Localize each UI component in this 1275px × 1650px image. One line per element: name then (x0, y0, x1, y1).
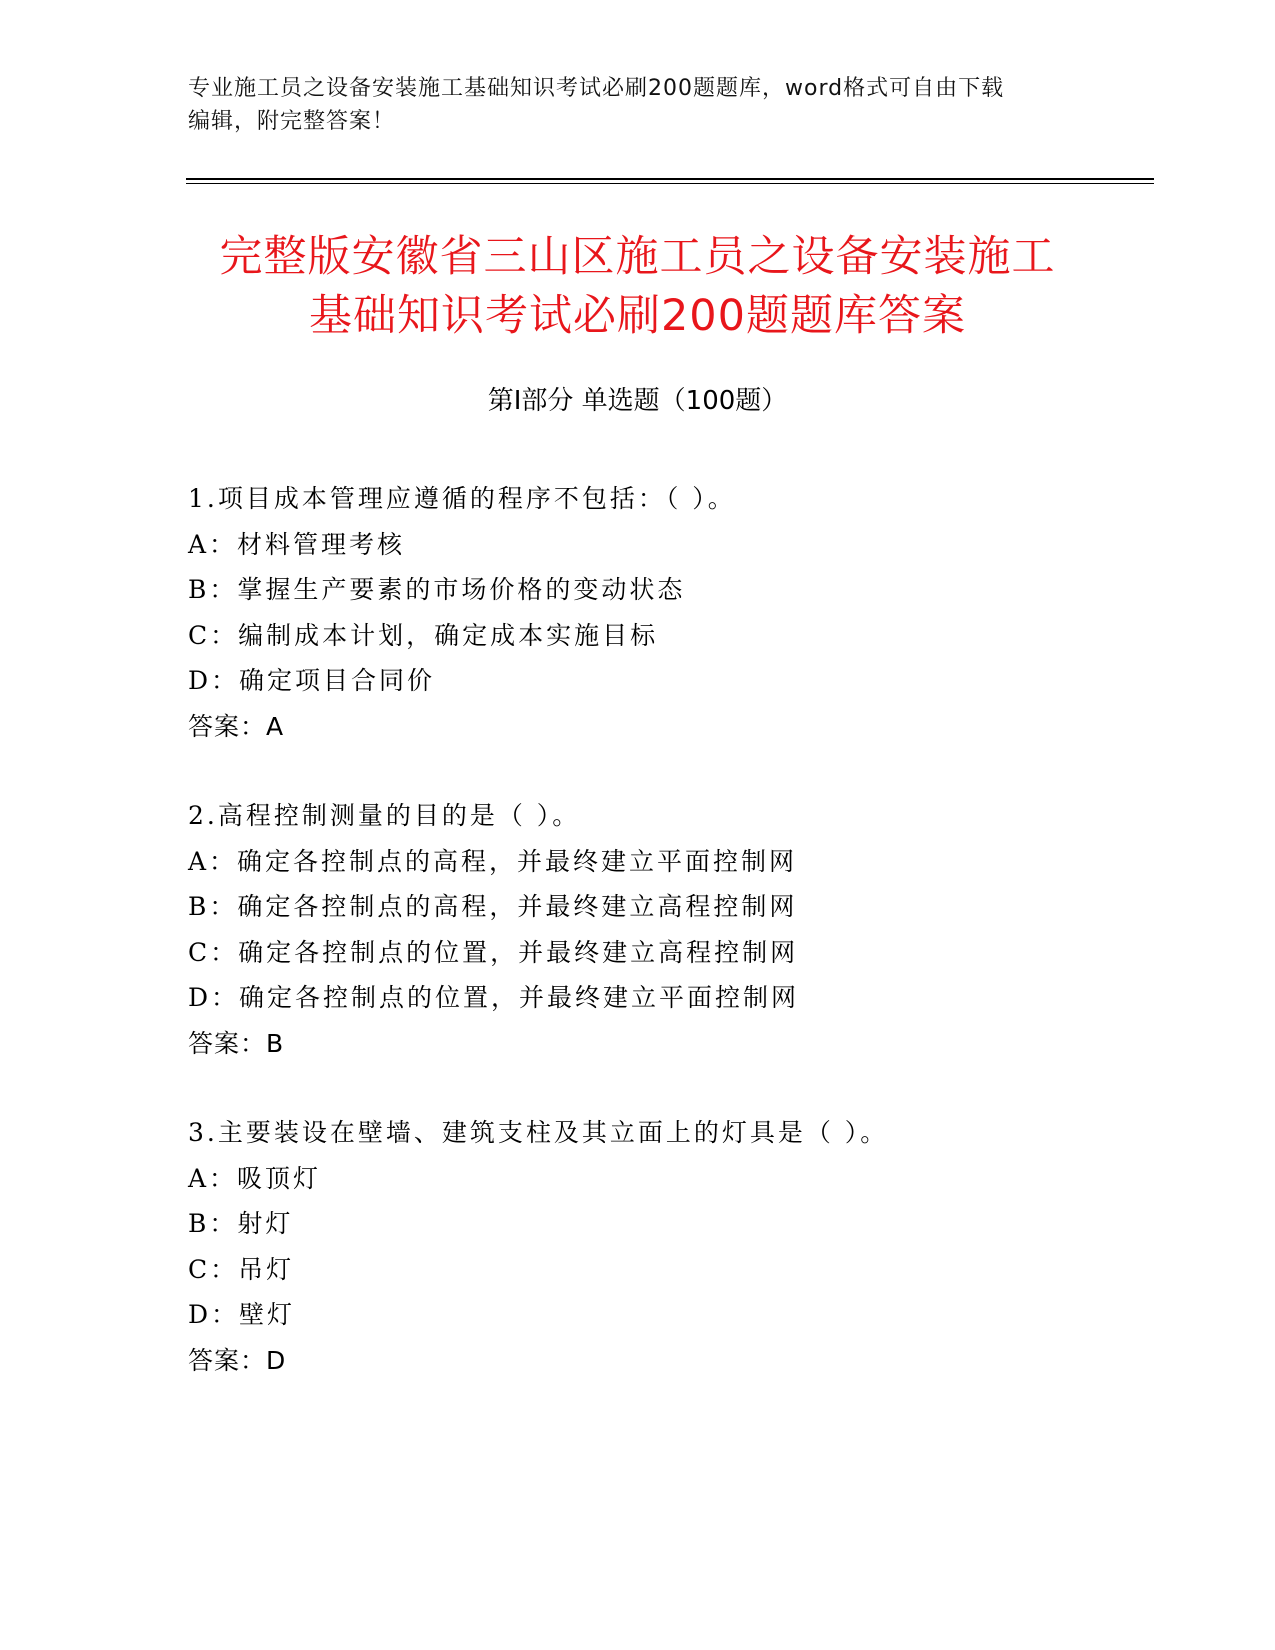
header-note-line-1: 专业施工员之设备安装施工基础知识考试必刷200题题库，word格式可自由下载 (188, 76, 1005, 101)
question-2 (188, 793, 1148, 1066)
option-c: C：吊灯 (188, 1254, 295, 1284)
question-1 (188, 476, 1148, 749)
option-d: D：确定各控制点的位置，并最终建立平面控制网 (188, 983, 800, 1012)
answer: 答案：B (188, 1028, 285, 1058)
header-note (188, 72, 1078, 138)
option-b: B：确定各控制点的高程，并最终建立高程控制网 (188, 892, 798, 921)
option-c: C：编制成本计划，确定成本实施目标 (188, 620, 659, 650)
header-divider-thin (186, 183, 1154, 184)
question-stem: 3.主要装设在壁墙、建筑支柱及其立面上的灯具是（ ）。 (188, 1118, 889, 1147)
option-b: B：射灯 (188, 1209, 294, 1238)
header-note-line-2: 编辑，附完整答案！ (188, 109, 396, 134)
document-title (150, 228, 1125, 346)
header-divider-thick (186, 178, 1154, 180)
option-c: C：确定各控制点的位置，并最终建立高程控制网 (188, 937, 799, 967)
option-d: D：确定项目合同价 (188, 666, 436, 695)
question-stem: 1.项目成本管理应遵循的程序不包括：（ ）。 (188, 484, 736, 513)
option-a: A：吸顶灯 (188, 1163, 322, 1193)
section-heading: 第Ⅰ部分 单选题（100题） (487, 386, 788, 416)
document-title-line-2: 基础知识考试必刷200题题库答案 (308, 291, 967, 341)
question-list (188, 476, 1148, 1427)
question-stem: 2.高程控制测量的目的是（ ）。 (188, 801, 581, 830)
answer: 答案：A (188, 711, 285, 741)
option-b: B：掌握生产要素的市场价格的变动状态 (188, 575, 686, 604)
option-a: A：材料管理考核 (188, 529, 406, 559)
document-title-line-1: 完整版安徽省三山区施工员之设备安装施工 (219, 232, 1056, 282)
option-d: D：壁灯 (188, 1300, 296, 1329)
option-a: A：确定各控制点的高程，并最终建立平面控制网 (188, 846, 798, 876)
question-3 (188, 1110, 1148, 1383)
answer: 答案：D (188, 1345, 287, 1375)
